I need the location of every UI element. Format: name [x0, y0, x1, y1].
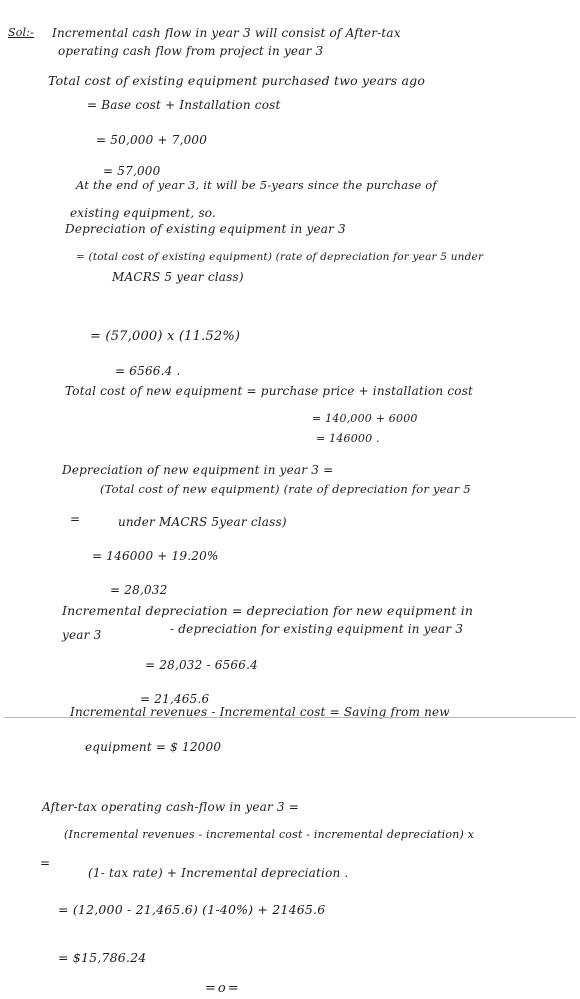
solution-line: - depreciation for existing equipment in year 3: [170, 622, 464, 636]
solution-line: year 3: [62, 628, 102, 642]
solution-line: After-tax operating cash-flow in year 3 =: [42, 800, 300, 814]
solution-line: = 21,465.6: [140, 692, 210, 706]
section-divider: [4, 717, 576, 718]
solution-line: = 140,000 + 6000: [312, 412, 418, 425]
solution-line: = 57,000: [103, 164, 161, 178]
solution-line: = 28,032: [110, 583, 168, 597]
solution-label: Sol:-: [8, 26, 35, 39]
solution-line: (Incremental revenues - incremental cost - incremental depreciation) x: [64, 828, 475, 841]
solution-line: = 146000 + 19.20%: [92, 549, 219, 563]
solution-line: under MACRS 5year class): [118, 515, 287, 529]
solution-line: = (total cost of existing equipment) (rate of depreciation for year 5 under: [76, 251, 484, 263]
solution-line: Incremental revenues - Incremental cost = Saving from new: [70, 705, 450, 719]
solution-line: Incremental depreciation = depreciation for new equipment in: [62, 603, 474, 618]
solution-line: = 146000 .: [316, 432, 380, 445]
solution-line: = 6566.4 .: [115, 364, 181, 378]
solution-line: operating cash flow from project in year 3: [58, 44, 324, 58]
solution-line: = (12,000 - 21,465.6) (1-40%) + 21465.6: [58, 902, 326, 917]
solution-line: At the end of year 3, it will be 5-years since the purchase of: [76, 178, 437, 192]
solution-line: (Total cost of new equipment) (rate of depreciation for year 5: [100, 482, 471, 496]
solution-line: equipment = $ 12000: [85, 740, 222, 754]
solution-line: (1- tax rate) + Incremental depreciation .: [88, 866, 349, 880]
solution-line: Depreciation of existing equipment in year 3: [65, 222, 346, 236]
solution-line: Incremental cash flow in year 3 will consist of After-tax: [52, 26, 401, 40]
solution-line: = Base cost + Installation cost: [87, 98, 281, 112]
solution-line: = 50,000 + 7,000: [96, 133, 208, 147]
end-mark: =o=: [205, 981, 241, 996]
solution-line: = (57,000) x (11.52%): [90, 329, 241, 344]
solution-line: =: [40, 856, 51, 870]
solution-line: Total cost of new equipment = purchase price + installation cost: [65, 384, 474, 398]
solution-line: =: [70, 512, 81, 526]
final-answer: = $15,786.24: [58, 950, 147, 965]
solution-line: = 28,032 - 6566.4: [145, 658, 258, 672]
solution-line: existing equipment, so.: [70, 206, 217, 220]
solution-line: Total cost of existing equipment purchased two years ago: [48, 73, 426, 88]
solution-line: MACRS 5 year class): [112, 270, 244, 284]
solution-line: Depreciation of new equipment in year 3 =: [62, 463, 334, 477]
